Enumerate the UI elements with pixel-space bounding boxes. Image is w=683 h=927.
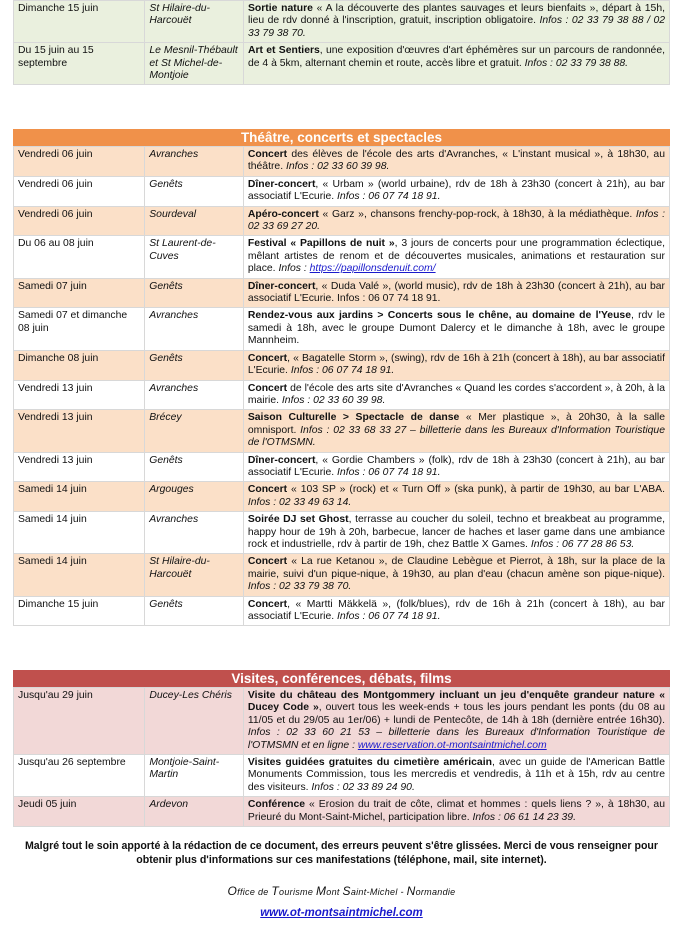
event-title: Dîner-concert bbox=[247, 280, 316, 292]
event-text: « La rue Ketanou », de Claudine Lebègue et Pierrot, à 18h, sur la place de la mairie, suivi d'un pique-nique, à 19h30, au plan d'eau (chacun amène son pique-nique). bbox=[247, 556, 665, 580]
event-infos: Infos : 02 33 89 24 90. bbox=[311, 781, 415, 793]
event-title: Concert bbox=[247, 382, 288, 394]
event-title: Soirée DJ set Ghost bbox=[247, 514, 349, 526]
event-place: St Hilaire-du-Harcouët bbox=[145, 1, 244, 43]
event-infos: Infos : bbox=[278, 263, 310, 275]
event-date: Samedi 14 juin bbox=[14, 512, 145, 554]
event-date: Jusqu'au 26 septembre bbox=[14, 755, 145, 797]
office-initial: M bbox=[315, 884, 327, 898]
office-initial: S bbox=[342, 884, 351, 898]
event-description bbox=[243, 308, 669, 350]
event-description bbox=[243, 278, 669, 308]
event-row bbox=[14, 596, 670, 626]
event-place: Argouges bbox=[145, 482, 244, 512]
event-title: Festival « Papillons de nuit » bbox=[247, 238, 395, 250]
event-description bbox=[243, 688, 669, 755]
event-title: Apéro-concert bbox=[247, 208, 319, 220]
event-date: Dimanche 08 juin bbox=[14, 350, 145, 380]
event-infos: Infos : 02 33 60 39 98. bbox=[285, 161, 390, 173]
event-text: , une exposition d'œuvres d'art éphémères sur un parcours de randonnée, de 4 à 5km, alternant chemin et route, accès libre et gratuit. bbox=[247, 45, 665, 69]
event-infos: Infos : 06 07 74 18 91. bbox=[337, 611, 441, 622]
office-initial: O bbox=[227, 884, 238, 898]
event-infos: Infos : 06 61 14 23 39. bbox=[472, 811, 576, 823]
event-row bbox=[14, 350, 670, 380]
event-date: Vendredi 13 juin bbox=[14, 452, 145, 482]
event-text: « A la découverte des plantes sauvages et leurs bienfaits », départ à 15h, lieu de rdv donné à l'inscription, gratuit, inscription obligatoire. bbox=[247, 3, 665, 27]
event-row bbox=[14, 206, 670, 236]
event-date: Jeudi 05 juin bbox=[14, 797, 145, 827]
event-text: « 103 SP » (rock) et « Turn Off » (ska punk), à partir de 19h30, au bar L'ABA. bbox=[287, 484, 665, 496]
event-infos: Infos : 02 33 79 38 70. bbox=[247, 581, 352, 593]
event-title: Dîner-concert bbox=[247, 178, 316, 190]
section-visites bbox=[13, 670, 670, 827]
event-row bbox=[14, 278, 670, 308]
event-description bbox=[243, 350, 669, 380]
event-description bbox=[243, 206, 669, 236]
event-text: , rdv le samedi à 18h, avec le groupe Dumont Dalercy et le dimanche à 18h, avec le groupe Mannheim. bbox=[247, 310, 665, 347]
event-text: , « Duda Valé », (world music), rdv de 18h à 23h30 (concert à 21h), au bar associatif L'Ecurie. Infos : 06 07 74 18 91. bbox=[247, 280, 665, 305]
event-date: Vendredi 06 juin bbox=[14, 176, 145, 206]
event-text: , avec un guide de l'American Battle Monuments Commission, tous les mercredis et vendredis, à 11h et à 15h, rdv au centre des visiteurs. bbox=[247, 757, 665, 793]
event-text: , « Gordie Chambers » (folk), rdv de 18h à 23h30 (concert à 21h), au bar associatif L'Ecurie. bbox=[247, 454, 665, 478]
event-description bbox=[243, 236, 669, 278]
event-row bbox=[14, 43, 670, 85]
event-row bbox=[14, 380, 670, 410]
event-title: Concert bbox=[247, 149, 288, 160]
event-date: Vendredi 06 juin bbox=[14, 147, 145, 177]
nature-events-block bbox=[13, 0, 670, 85]
event-place: Avranches bbox=[145, 308, 244, 350]
event-row bbox=[14, 176, 670, 206]
event-title: Saison Culturelle > Spectacle de danse bbox=[247, 412, 460, 424]
event-description bbox=[243, 596, 669, 626]
event-description bbox=[243, 554, 669, 596]
event-row bbox=[14, 688, 670, 755]
event-infos: Infos : 02 33 79 38 88 / 02 33 79 38 70. bbox=[247, 15, 665, 39]
event-row bbox=[14, 755, 670, 797]
nature-events-table bbox=[13, 0, 670, 85]
event-title: Concert bbox=[247, 556, 288, 568]
event-text: « Erosion du trait de côte, climat et hommes : quels liens ? », à 18h30, au Prieuré du Mont-Saint-Michel, participation libre. bbox=[247, 799, 665, 823]
event-text: des élèves de l'école des arts d'Avranches, « L'instant musical », à 18h30, au théâtre. bbox=[247, 149, 665, 173]
event-place: Sourdeval bbox=[145, 206, 244, 236]
event-date: Du 15 juin au 15 septembre bbox=[14, 43, 145, 85]
event-infos: Infos : 06 07 74 18 91. bbox=[290, 365, 395, 377]
event-place: Genêts bbox=[145, 176, 244, 206]
event-row bbox=[14, 410, 670, 452]
event-title: Conférence bbox=[247, 799, 306, 811]
event-place: St Laurent-de-Cuves bbox=[145, 236, 244, 278]
event-text: , terrasse au coucher du soleil, techno et breakbeat au programme, happy hour de 19h à 20h, barbecue, lancer de haches et laser game dans une ambiance rock et industrielle, rdv à partir de 19h, chez Battle X Games. bbox=[247, 514, 665, 550]
event-description bbox=[243, 147, 669, 177]
event-title: Visite du château des Montgommery incluant un jeu d'enquête grandeur nature « Ducey Code » bbox=[247, 690, 665, 714]
event-infos: Infos : 02 33 60 21 53 – billetterie dans les Bureaux d'Information Touristique de l'OTMSMN et en ligne : bbox=[247, 727, 665, 751]
event-place: Genêts bbox=[145, 452, 244, 482]
event-place: Ducey-Les Chéris bbox=[145, 688, 244, 755]
event-title: Concert bbox=[247, 352, 288, 364]
event-row bbox=[14, 797, 670, 827]
event-description bbox=[243, 797, 669, 827]
event-place: Avranches bbox=[145, 512, 244, 554]
event-place: Genêts bbox=[145, 596, 244, 626]
event-infos: Infos : 02 33 49 63 14. bbox=[247, 496, 352, 508]
event-row bbox=[14, 308, 670, 350]
event-infos: Infos : 06 07 74 18 91. bbox=[337, 191, 441, 203]
event-row bbox=[14, 452, 670, 482]
event-date: Jusqu'au 29 juin bbox=[14, 688, 145, 755]
event-title: Art et Sentiers bbox=[247, 45, 320, 57]
event-date: Samedi 07 et dimanche 08 juin bbox=[14, 308, 145, 350]
event-date: Vendredi 13 juin bbox=[14, 380, 145, 410]
event-description bbox=[243, 176, 669, 206]
event-row bbox=[14, 554, 670, 596]
event-title: Concert bbox=[247, 598, 288, 610]
event-text: , ouvert tous les week-ends + tous les jours pendant les ponts (du 08 au 11/05 et du 29/05 au 1er/06) + lundi de Pentecôte, de 14h à 18h (dernière entrée 16h30). bbox=[247, 702, 665, 726]
event-text: « Garz », chansons frenchy-pop-rock, à 18h30, à la médiathèque. bbox=[318, 208, 636, 220]
event-date: Du 06 au 08 juin bbox=[14, 236, 145, 278]
event-description bbox=[243, 482, 669, 512]
event-description bbox=[243, 380, 669, 410]
event-title: Visites guidées gratuites du cimetière américain bbox=[247, 757, 492, 769]
event-description bbox=[243, 1, 669, 43]
event-infos: Infos : 02 33 68 33 27 – billetterie dans les Bureaux d'Information Touristique de l'OTMSMN. bbox=[247, 424, 665, 449]
event-place: Avranches bbox=[145, 380, 244, 410]
event-infos: Infos : 02 33 60 39 98. bbox=[281, 394, 386, 406]
event-row bbox=[14, 1, 670, 43]
event-row bbox=[14, 236, 670, 278]
event-row bbox=[14, 147, 670, 177]
events-table bbox=[13, 146, 670, 626]
event-title: Dîner-concert bbox=[247, 454, 316, 466]
event-place: Genêts bbox=[145, 278, 244, 308]
office-initial: T bbox=[271, 884, 280, 898]
event-row bbox=[14, 512, 670, 554]
event-link[interactable]: https://papillonsdenuit.com/ bbox=[309, 263, 436, 275]
event-title: Concert bbox=[247, 484, 288, 496]
event-date: Dimanche 15 juin bbox=[14, 596, 145, 626]
event-description bbox=[243, 755, 669, 797]
event-place: Le Mesnil-Thébault et St Michel-de-Montjoie bbox=[145, 43, 244, 85]
office-name: Office de Tourisme Mont Saint-Michel - Normandie bbox=[227, 884, 456, 898]
event-place: Avranches bbox=[145, 147, 244, 177]
event-text: « Mer plastique », à 20h30, à la salle omnisport. bbox=[247, 412, 665, 436]
event-date: Samedi 14 juin bbox=[14, 554, 145, 596]
event-title: Rendez-vous aux jardins > Concerts sous le chêne, au domaine de l'Yeuse bbox=[247, 310, 631, 322]
event-text: de l'école des arts site d'Avranches « Quand les cordes s'accordent », à 20h, à la mairie. bbox=[247, 382, 665, 406]
event-date: Samedi 14 juin bbox=[14, 482, 145, 512]
event-description bbox=[243, 43, 669, 85]
event-date: Vendredi 06 juin bbox=[14, 206, 145, 236]
section-title: Visites, conférences, débats, films bbox=[13, 670, 670, 687]
events-table bbox=[13, 687, 670, 827]
event-link[interactable]: www.reservation.ot-montsaintmichel.com bbox=[357, 739, 547, 751]
event-title: Sortie nature bbox=[247, 3, 313, 14]
event-place: St Hilaire-du-Harcouët bbox=[145, 554, 244, 596]
event-infos: Infos : 06 77 28 86 53. bbox=[530, 538, 635, 550]
event-infos: Infos : 02 33 79 38 88. bbox=[524, 57, 629, 69]
website-link[interactable]: www.ot-montsaintmichel.com bbox=[260, 907, 423, 919]
event-date: Samedi 07 juin bbox=[14, 278, 145, 308]
event-place: Ardevon bbox=[145, 797, 244, 827]
event-infos: Infos : 02 33 69 27 20. bbox=[247, 208, 665, 233]
event-date: Dimanche 15 juin bbox=[14, 1, 145, 43]
section-title: Théâtre, concerts et spectacles bbox=[13, 129, 670, 146]
event-text: , « Martti Mäkkelä », (folk/blues), rdv de 16h à 21h (concert à 18h), au bar associatif L'Ecurie. bbox=[247, 598, 665, 622]
event-row bbox=[14, 482, 670, 512]
office-initial: N bbox=[406, 884, 416, 898]
section-theatre bbox=[13, 129, 670, 626]
event-text: , « Urbam » (world urbaine), rdv de 18h à 23h30 (concert à 21h), au bar associatif L'Ecurie. bbox=[247, 178, 665, 203]
event-text: , 3 jours de concerts pour une programmation éclectique, mêlant artistes de renom et de découvertes musicales, animations et restauration sur place. bbox=[247, 238, 665, 275]
event-description bbox=[243, 452, 669, 482]
event-infos: Infos : 06 07 74 18 91. bbox=[337, 466, 441, 478]
disclaimer-note: Malgré tout le soin apporté à la rédaction de ce document, des erreurs peuvent s'être glissées. Merci de vous renseigner pour obtenir plus d'informations sur ces manifestations (téléphone, mail, site internet). bbox=[24, 840, 659, 866]
event-text: , « Bagatelle Storm », (swing), rdv de 16h à 21h (concert à 18h), au bar associatif L'Ecurie. bbox=[247, 352, 665, 377]
event-description bbox=[243, 410, 669, 452]
event-place: Montjoie-Saint-Martin bbox=[145, 755, 244, 797]
event-description bbox=[243, 512, 669, 554]
event-date: Vendredi 13 juin bbox=[14, 410, 145, 452]
event-place: Genêts bbox=[145, 350, 244, 380]
event-place: Brécey bbox=[145, 410, 244, 452]
